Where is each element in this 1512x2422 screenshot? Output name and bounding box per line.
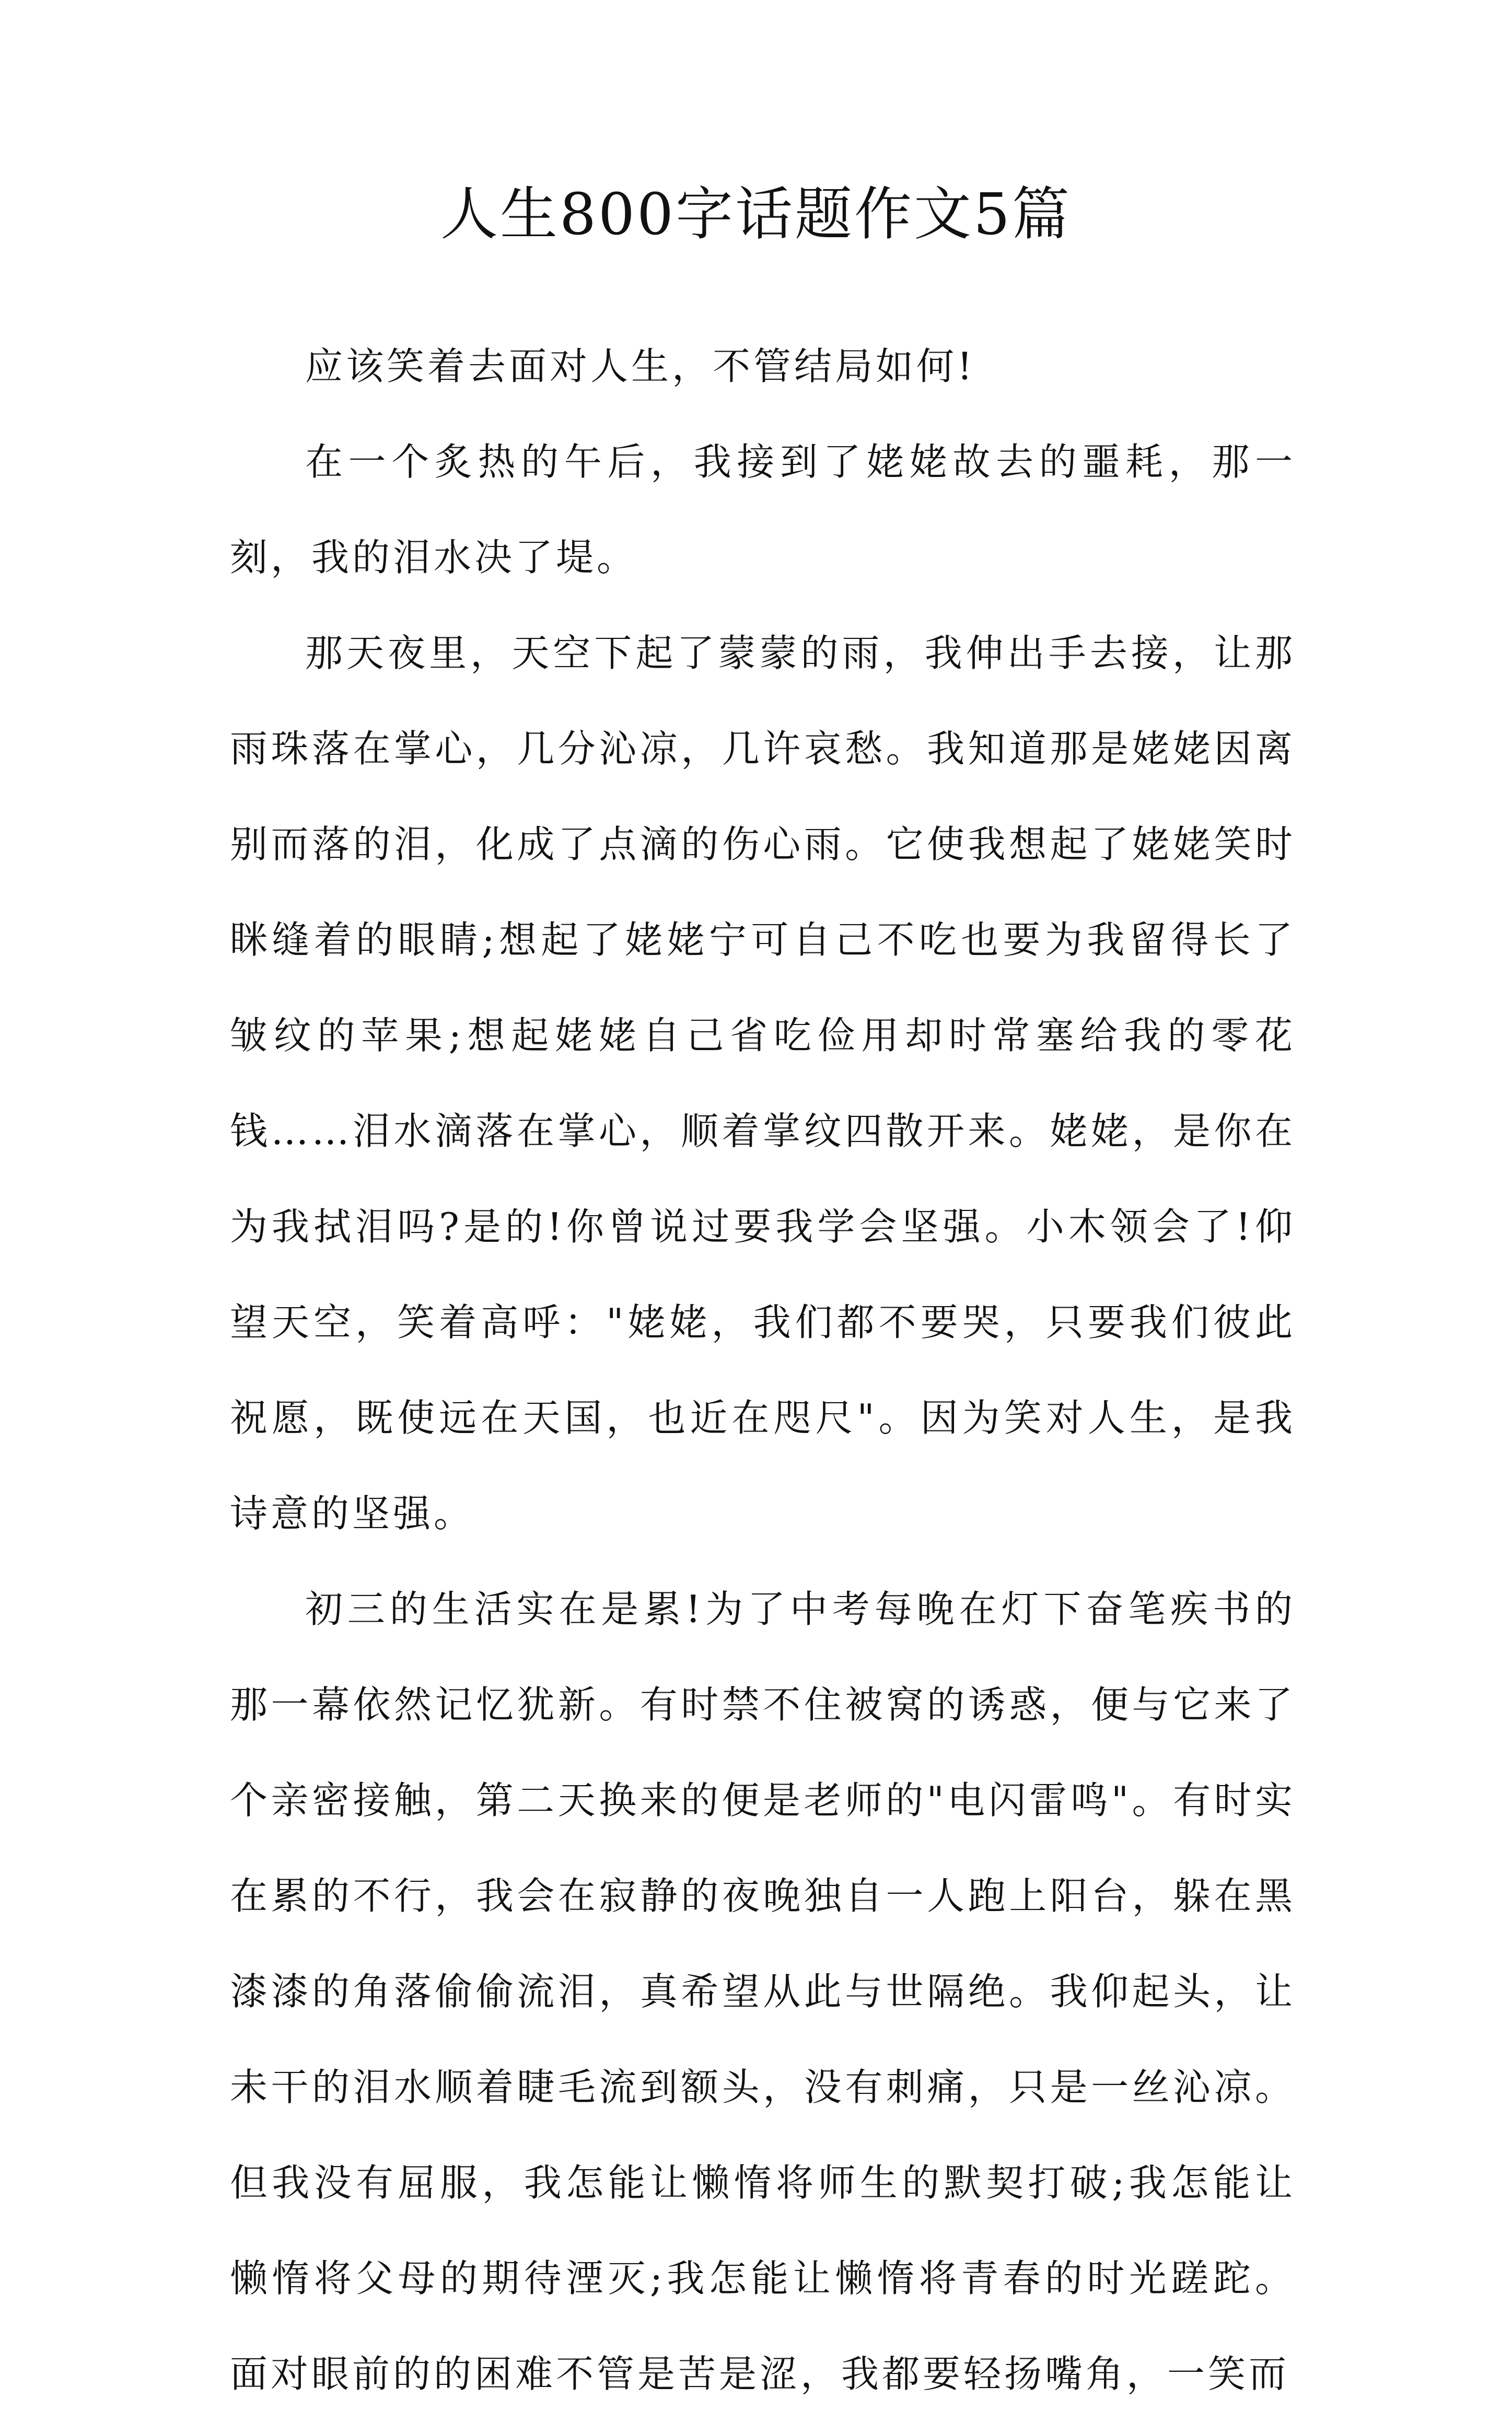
paragraph-4: 初三的生活实在是累!为了中考每晚在灯下奋笔疾书的那一幕依然记忆犹新。有时禁不住被窝的诱惑，便与它来了个亲密接触，第二天换来的便是老师的"电闪雷鸣"。有时实在累的不行，我会在寂静的夜晚独自一人跑上阳台，躲在黑漆漆的角落偷偷流泪，真希望从此与世隔绝。我仰起头，让未干的泪水顺着睫毛流到额头，没有刺痛，只是一丝沁凉。但我没有屈服，我怎能让懒惰将师生的默契打破;我怎能让懒惰将父母的期待湮灭;我怎能让懒惰将青春的时光蹉跎。面对眼前的的困难不管是苦是涩，我都要轻扬嘴角，一笑而 bbox=[230, 1587, 1296, 2396]
document-body bbox=[230, 319, 1296, 2422]
paragraph-1: 应该笑着去面对人生，不管结局如何! bbox=[305, 344, 975, 388]
document-title: 人生800字话题作文5篇 bbox=[440, 181, 1072, 248]
paragraph-3: 那天夜里，天空下起了蒙蒙的雨，我伸出手去接，让那雨珠落在掌心，几分沁凉，几许哀愁。我知道那是姥姥因离别而落的泪，化成了点滴的伤心雨。它使我想起了姥姥笑时眯缝着的眼睛;想起了姥姥宁可自己不吃也要为我留得长了皱纹的苹果;想起姥姥自己省吃俭用却时常塞给我的零花钱……泪水滴落在掌心，顺着掌纹四散开来。姥姥，是你在为我拭泪吗?是的!你曾说过要我学会坚强。小木领会了!仰望天空，笑着高呼："姥姥，我们都不要哭，只要我们彼此祝愿，既使远在天国，也近在咫尺"。因为笑对人生，是我诗意的坚强。 bbox=[230, 631, 1296, 1535]
paragraph-2: 在一个炙热的午后，我接到了姥姥故去的噩耗，那一刻，我的泪水决了堤。 bbox=[230, 440, 1296, 579]
